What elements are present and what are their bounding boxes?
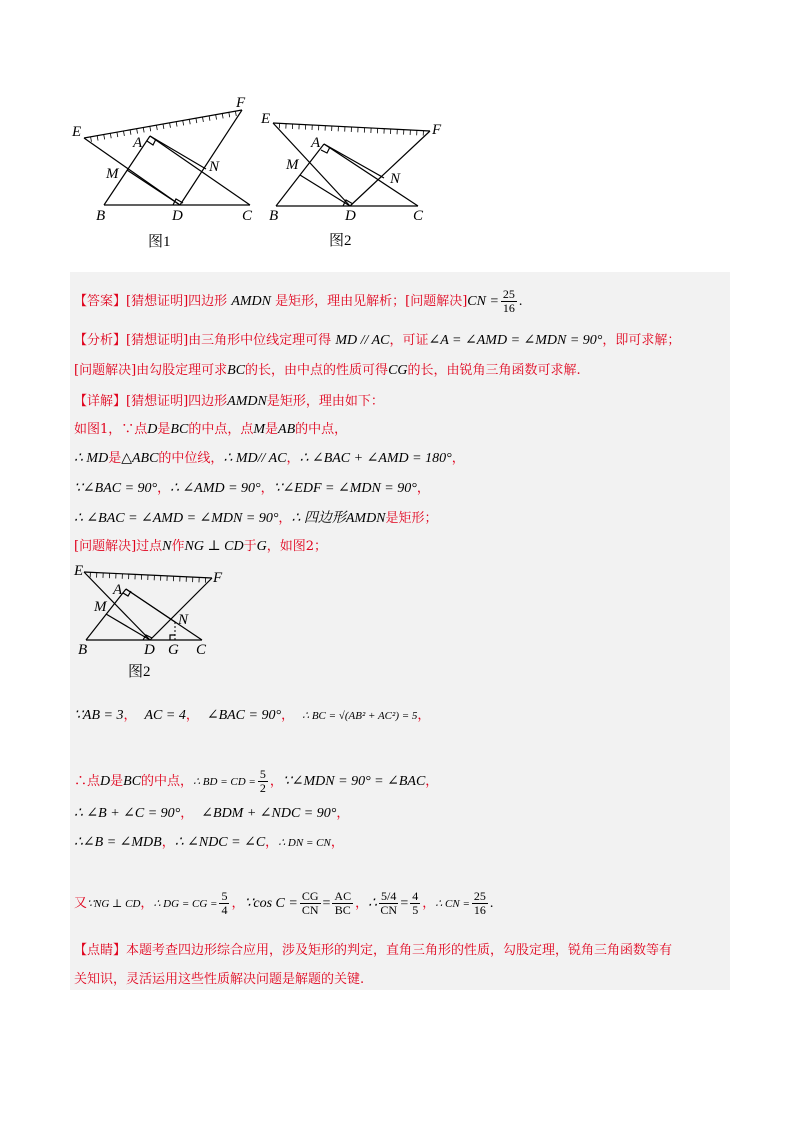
- label-F: F: [432, 122, 442, 138]
- calc-line-5: 又∵NG ⊥ CD，∴ DG = CG = $\frac{5}{4}$ ，∵cos C = $\frac{CG}{CN}$ = $\frac{AC}{BC}$ ，∴ $\frac{5/4}{CN}$ = $\frac{4}{5}$ ，∴ CN = $\frac{25}{16}$ .: [74, 889, 494, 917]
- label-A: A: [133, 135, 143, 151]
- label-E: E: [74, 563, 84, 579]
- label-D: D: [144, 642, 155, 658]
- analysis-line-1: 【分析】[猜想证明]由三角形中位线定理可得 MD // AC，可证∠A = ∠AMD = ∠MDN = 90°，即可求解；: [74, 333, 681, 348]
- detail-line-6: [问题解决]过点N作NG ⊥ CD于G，如图2；: [74, 539, 327, 554]
- calc-line-2: ∴点D是BC的中点，∴ BD = CD = $\frac{5}{2}$ ，∵∠MDN = 90° = ∠BAC，: [74, 767, 439, 795]
- comment-tag: 【点睛】: [74, 943, 127, 958]
- calc-line-4: ∴∠B = ∠MDB，∴ ∠NDC = ∠C，∴ DN = CN，: [74, 835, 344, 850]
- label-A: A: [311, 135, 321, 151]
- calc-line-3: ∴ ∠B + ∠C = 90°， ∠BDM + ∠NDC = 90°，: [74, 806, 350, 821]
- detail-line-3: ∴ MD是△ABC的中位线，∴ MD// AC，∴ ∠BAC + ∠AMD = 180°，: [74, 451, 465, 466]
- label-C: C: [413, 208, 424, 224]
- label-C: C: [242, 208, 253, 224]
- figure-3-caption: 图2: [128, 664, 151, 680]
- detail-tag: 【详解】: [74, 394, 127, 409]
- analysis-tag: 【分析】: [74, 333, 127, 348]
- figure-2-caption: 图2: [329, 233, 352, 249]
- label-B: B: [78, 642, 88, 658]
- analysis-line-2: [问题解决]由勾股定理可求BC的长，由中点的性质可得CG的长，由锐角三角函数可求解.: [74, 363, 581, 378]
- detail-line-4: ∵∠BAC = 90°，∴ ∠AMD = 90°，∵∠EDF = ∠MDN = 90°，: [74, 481, 430, 496]
- calc-line-1: ∵AB = 3， AC = 4， ∠BAC = 90°， ∴ BC = √(AB² + AC²) = 5，: [74, 708, 431, 723]
- figure-3: [72, 562, 242, 684]
- label-A: A: [113, 582, 123, 598]
- figure-1-caption: 图1: [148, 234, 171, 250]
- detail-line-1: 【详解】[猜想证明]四边形AMDN是矩形，理由如下：: [74, 394, 384, 409]
- answer-fraction: $\frac{25}{16}$: [502, 287, 515, 315]
- label-M: M: [94, 599, 107, 615]
- label-G: G: [168, 642, 179, 658]
- label-M: M: [286, 157, 299, 173]
- figure-2: [256, 106, 456, 252]
- label-N: N: [390, 171, 401, 187]
- answer-line: 【答案】[猜想证明]四边形 AMDN 是矩形，理由见解析；[问题解决]CN = $\frac{25}{16}$ .: [74, 287, 523, 315]
- detail-line-2: 如图1，∵点D是BC的中点，点M是AB的中点，: [74, 422, 348, 437]
- detail-line-5: ∴ ∠BAC = ∠AMD = ∠MDN = 90°，∴ 四边形AMDN是矩形；: [74, 511, 438, 526]
- label-E: E: [72, 124, 82, 140]
- comment-line-2: 关知识，灵活运用这些性质解决问题是解题的关键.: [74, 972, 365, 987]
- label-D: D: [172, 208, 183, 224]
- label-N: N: [178, 612, 189, 628]
- label-C: C: [196, 642, 207, 658]
- comment-line-1: 【点睛】本题考查四边形综合应用，涉及矩形的判定，直角三角形的性质，勾股定理，锐角三角函数等有: [74, 943, 673, 958]
- label-B: B: [269, 208, 279, 224]
- label-M: M: [106, 166, 119, 182]
- label-B: B: [96, 208, 106, 224]
- label-F: F: [213, 570, 223, 586]
- figure-1: [70, 92, 260, 252]
- answer-tag: 【答案】: [74, 294, 127, 309]
- label-N: N: [209, 159, 220, 175]
- label-E: E: [261, 111, 271, 127]
- label-F: F: [236, 95, 246, 111]
- label-D: D: [345, 208, 356, 224]
